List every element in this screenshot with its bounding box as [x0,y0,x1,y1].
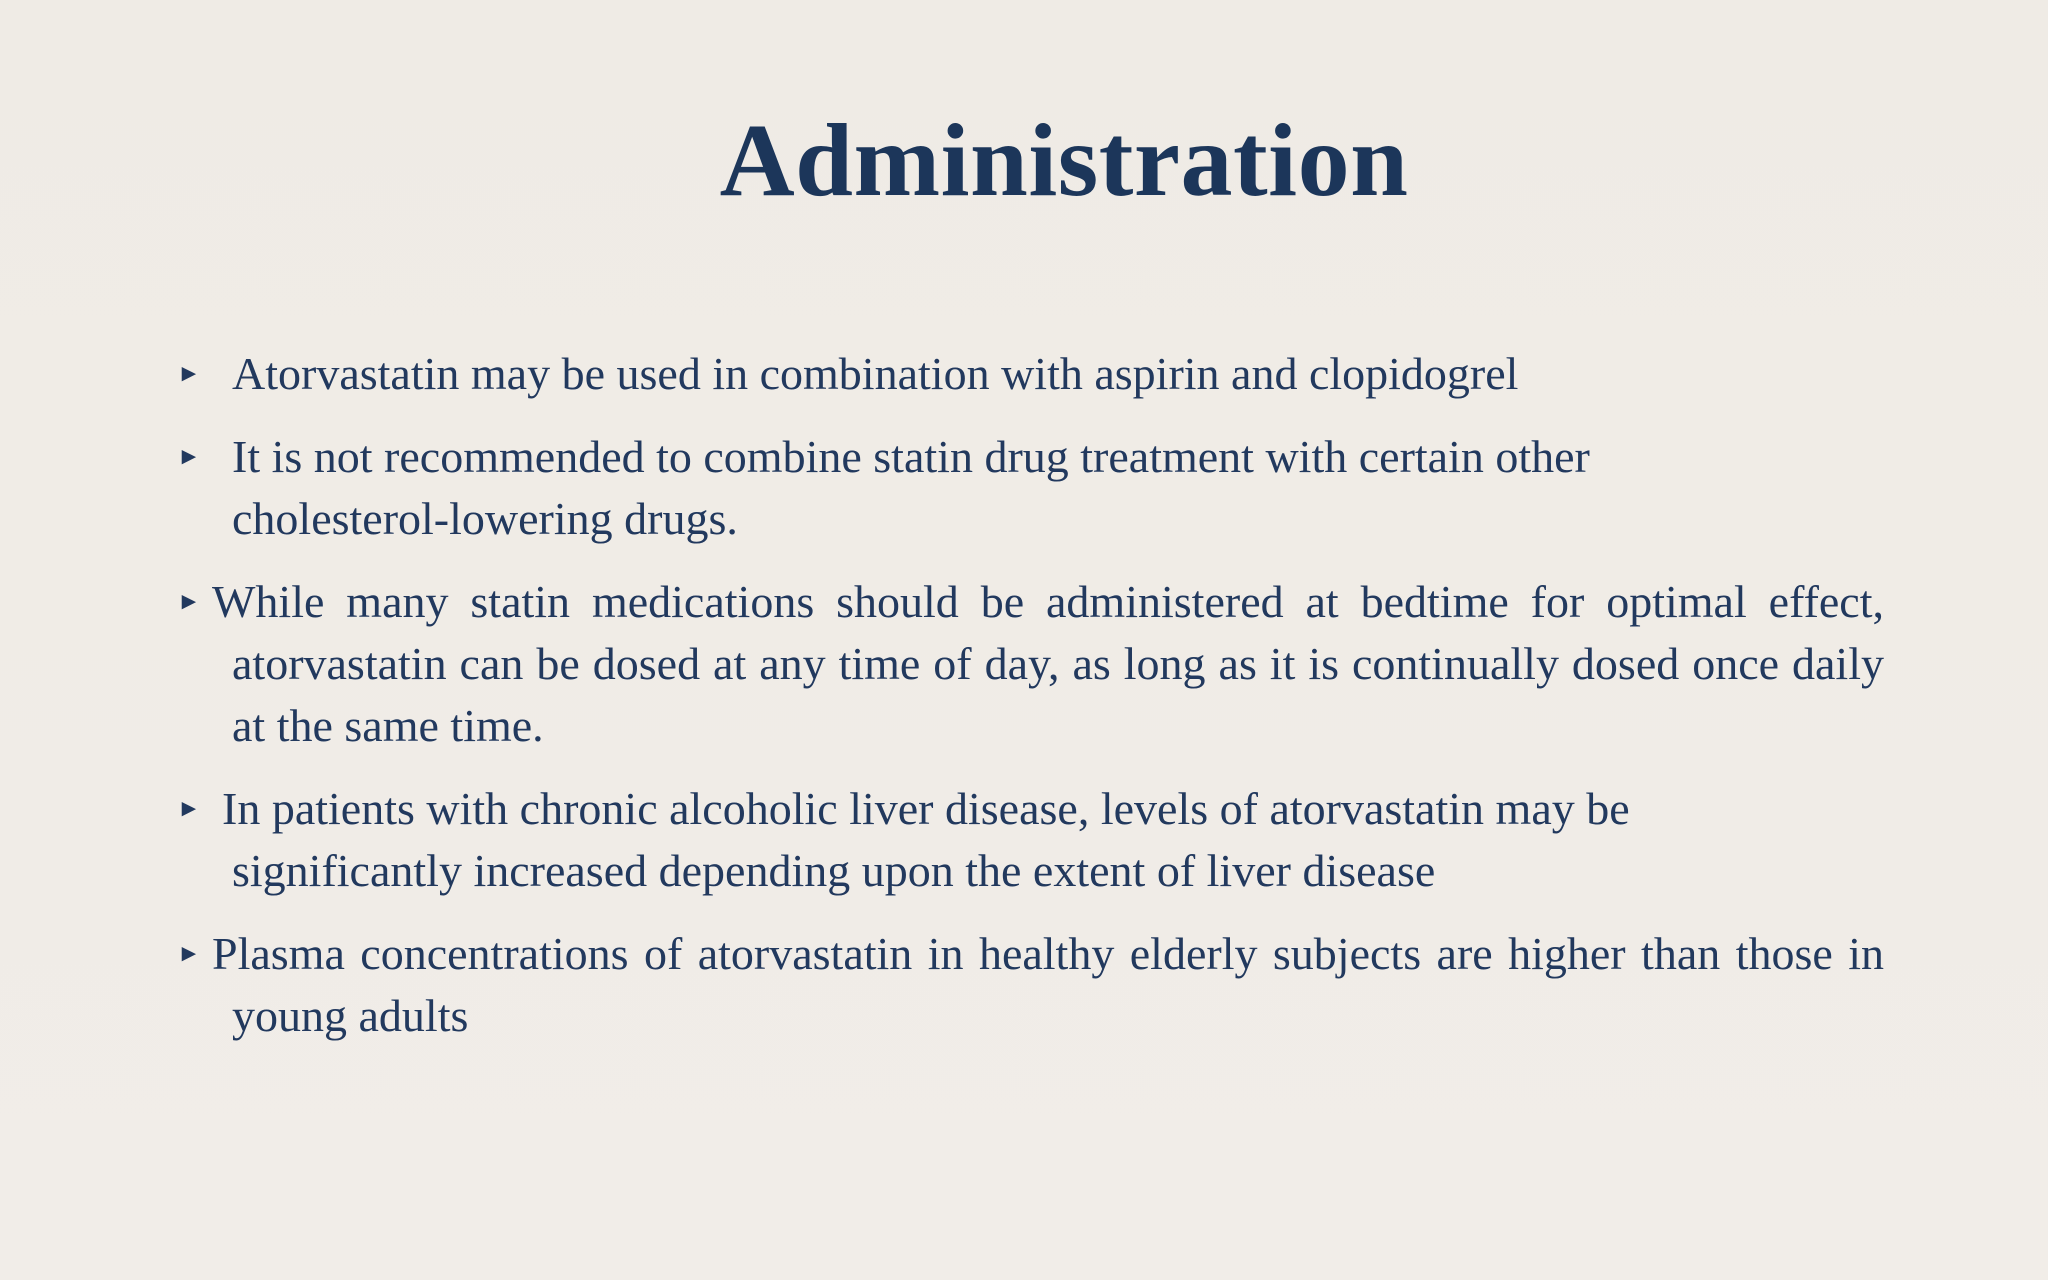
bullet-line: Atorvastatin may be used in combination with aspirin and clopidogrel [232,348,1519,399]
triangle-bullet-icon: ► [177,444,201,470]
bullet-item [174,571,1884,757]
bullet-item [174,778,1884,902]
bullet-list [174,343,1884,1068]
bullet-line: While many statin medications should be administered at bedtime for optimal [212,576,1747,627]
slide-title: Administration [719,103,1409,218]
bullet-line: In patients with chronic alcoholic liver disease, levels of atorvastatin may be [222,783,1630,834]
bullet-line: dosed once daily at the same time. [232,638,1884,751]
bullet-line: significantly increased depending upon the extent of liver disease [232,845,1436,896]
triangle-bullet-icon: ► [177,361,201,387]
triangle-bullet-icon: ► [177,589,201,615]
bullet-item [174,343,1884,405]
bullet-item [174,923,1884,1047]
bullet-item [174,426,1884,550]
bullet-line: those in young adults [232,928,1885,1041]
triangle-bullet-icon: ► [177,941,201,967]
bullet-text [212,571,1885,757]
bullet-line: It is not recommended to combine statin drug treatment with certain other [232,431,1590,482]
bullet-text [212,923,1885,1047]
bullet-line: effect, atorvastatin can be dosed at any time of day, as long as it is continually [232,576,1885,689]
bullet-line: cholesterol-lowering drugs. [232,493,738,544]
bullet-line: Plasma concentrations of atorvastatin in healthy elderly subjects are higher than [212,928,1721,979]
triangle-bullet-icon: ► [177,796,201,822]
